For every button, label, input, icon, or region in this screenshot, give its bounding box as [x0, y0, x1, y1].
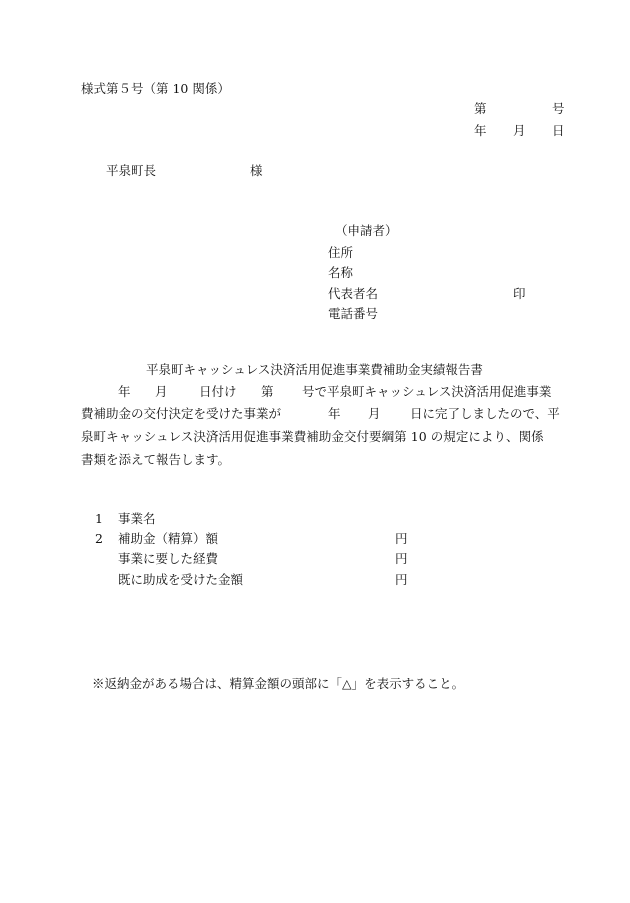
body-line-1-segment: 年 [118, 384, 131, 399]
document-title: 平泉町キャッシュレス決済活用促進事業費補助金実績報告書 [146, 362, 483, 377]
item-2-unit: 円 [395, 531, 408, 546]
item-2-number: 2 [95, 531, 103, 546]
body-line-1 [0, 384, 630, 400]
form-number: 様式第５号（第 10 関係） [81, 81, 230, 96]
body-line-3: 泉町キャッシュレス決済活用促進事業費補助金交付要綱第 10 の規定により、関係 [81, 429, 544, 444]
date-day: 日 [552, 123, 565, 138]
seal-mark: 印 [513, 286, 526, 301]
body-line-2-a: 費補助金の交付決定を受けた事業が [81, 406, 282, 421]
applicant-rep-label: 代表者名 [328, 286, 379, 301]
applicant-heading: （申請者） [335, 223, 398, 238]
body-line-1-segment: 第 [261, 384, 274, 399]
item-2-label: 補助金（精算）額 [118, 531, 219, 546]
item-4-unit: 円 [395, 572, 408, 587]
item-1-label: 事業名 [118, 511, 156, 526]
note: ※返納金がある場合は、精算金額の頭部に「△」を表示すること。 [92, 676, 465, 691]
applicant-name-label: 名称 [328, 265, 354, 280]
item-4-label: 既に助成を受けた金額 [118, 572, 244, 587]
applicant-phone-label: 電話番号 [328, 306, 379, 321]
body-line-2-year: 年 [328, 406, 341, 421]
recipient-honorific: 様 [250, 163, 263, 178]
item-3-label: 事業に要した経費 [118, 551, 219, 566]
applicant-address-label: 住所 [328, 245, 354, 260]
body-line-2-month: 月 [368, 406, 381, 421]
date-year: 年 [474, 123, 487, 138]
body-line-1-segment: 号で平泉町キャッシュレス決済活用促進事業 [302, 384, 552, 399]
date-month: 月 [513, 123, 526, 138]
body-line-2-d: 日に完了しましたので、平 [410, 406, 560, 421]
item-3-unit: 円 [395, 551, 408, 566]
body-line-1-segment: 日付け [199, 384, 237, 399]
item-1-number: 1 [95, 511, 103, 526]
recipient-name: 平泉町長 [106, 163, 157, 178]
doc-number-suffix: 号 [552, 101, 565, 116]
body-line-4: 書類を添えて報告します。 [81, 452, 231, 467]
body-line-1-segment: 月 [155, 384, 168, 399]
doc-number-prefix: 第 [474, 101, 487, 116]
